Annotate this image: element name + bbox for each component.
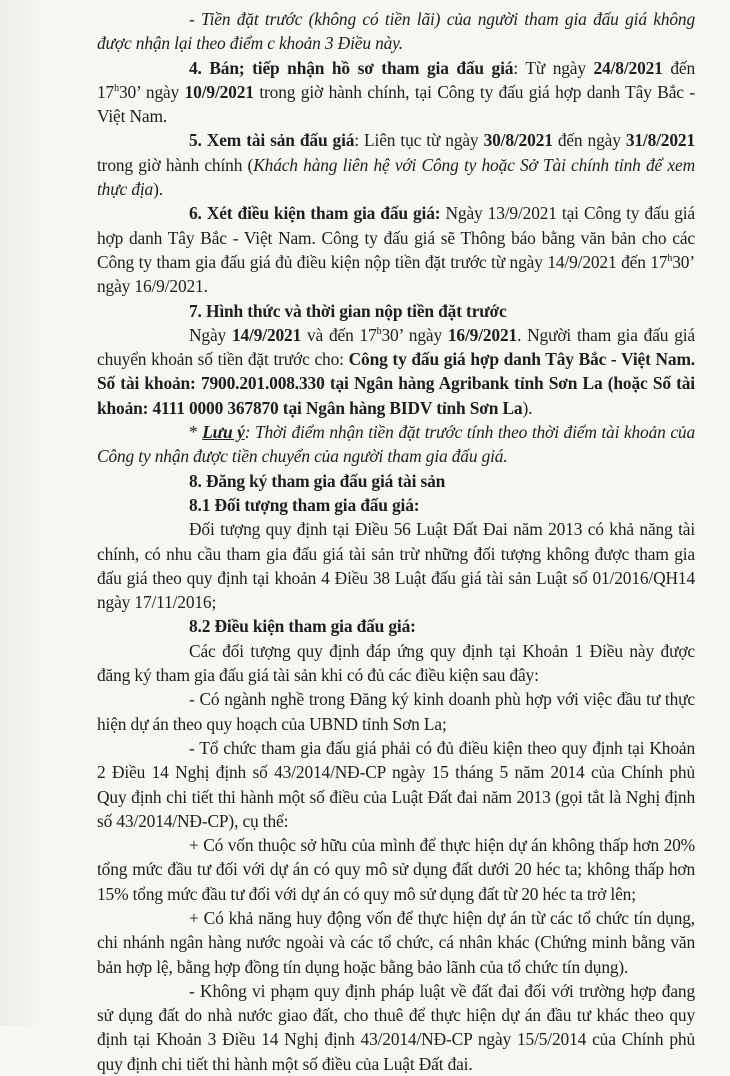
- paragraph: [97, 906, 695, 979]
- text-run: - Tổ chức tham gia đấu giá phải có đủ điều kiện theo quy định tại Khoản 2 Điều 14 Nghị định số 43/2014/NĐ-CP ngày 15 tháng 5 năm 2014 của Chính phủ Quy định chi tiết thi hành một số điều của Luật Đất đai năm 2013 (gọi tắt là Nghị định số 43/2014/NĐ-CP), cụ thể:: [97, 737, 695, 831]
- text-run: 10/9/2021: [184, 81, 254, 102]
- text-run: ).: [153, 179, 163, 200]
- text-run: Các đối tượng quy định đáp ứng quy định tại Khoản 1 Điều này được đăng ký tham gia đấu giá tài sản khi có đủ các điều kiện sau đây:: [97, 640, 695, 686]
- paragraph: [97, 7, 695, 56]
- paragraph: [97, 201, 695, 298]
- text-run: 16/9/2021: [447, 324, 518, 345]
- text-run: + Có khả năng huy động vốn để thực hiện dự án từ các tổ chức tín dụng, chi nhánh ngân hàng nước ngoài và các tổ chức, cá nhân khác (Chứng minh bằng văn bản hợp lệ, bằng hợp đồng tín dụng hoặc bằng bảo lãnh của tổ chức tín dụng).: [97, 907, 695, 977]
- paragraph: [97, 469, 695, 493]
- text-run: Khách hàng liên hệ với Công ty hoặc Sở Tài chính tỉnh để xem thực địa: [97, 154, 695, 200]
- text-run: 8. Đăng ký tham gia đấu giá tài sản: [189, 470, 446, 491]
- superscript-text: h: [376, 326, 382, 338]
- text-run: + Có vốn thuộc sở hữu của mình để thực hiện dự án không thấp hơn 20% tổng mức đầu tư đối với dự án có quy mô sử dụng đất dưới 20 héc ta; không thấp hơn 15% tổng mức đầu tư đối với dự án có quy mô sử dụng đất từ 20 héc ta trở lên;: [97, 835, 695, 904]
- text-run: 30’ ngày 16/9/2021.: [97, 251, 695, 297]
- paragraph: [97, 639, 695, 688]
- superscript-text: h: [667, 253, 673, 265]
- text-run: 5. Xem tài sản đấu giá: [189, 130, 355, 151]
- text-run: *: [189, 422, 203, 443]
- paragraph: [97, 128, 695, 201]
- text-run: 14/9/2021: [231, 324, 302, 345]
- text-run: - Tiền đặt trước (không có tiền lãi) của người tham gia đấu giá không được nhận lại theo điểm c khoản 3 Điều này.: [97, 9, 695, 54]
- text-run: ).: [522, 397, 533, 418]
- text-run: Ngày 13/9/2021 tại Công ty đấu giá hợp danh Tây Bắc - Việt Nam. Công ty đấu giá sẽ Thông báo bằng văn bản cho các Công ty tham gia đấu giá đủ điều kiện nộp tiền đặt trước từ ngày 14/9/2021 đến 17: [97, 203, 695, 272]
- text-run: - Có ngành nghề trong Đăng ký kinh doanh phù hợp với việc đầu tư thực hiện dự án theo quy hoạch của UBND tỉnh Sơn La;: [97, 689, 695, 734]
- paragraph: [97, 833, 695, 906]
- text-run: 30’ ngày: [381, 324, 448, 345]
- text-run: 7. Hình thức và thời gian nộp tiền đặt trước: [189, 300, 507, 321]
- paragraph: [97, 614, 695, 638]
- text-run: - Không vi phạm quy định pháp luật về đất đai đối với trường hợp đang sử dụng đất do nhà nước giao đất, cho thuê để thực hiện dự án đầu tư khác theo quy định tại Khoản 3 Điều 14 Nghị định 43/2014/NĐ-CP ngày 15/5/2014 của Chính phủ quy định chi tiết thi hành một số điều của Luật Đất đai.: [97, 980, 695, 1074]
- text-run: 30/8/2021: [483, 130, 553, 151]
- superscript-text: h: [114, 83, 119, 95]
- text-run: đến ngày: [552, 130, 626, 151]
- text-run: 30’ ngày: [118, 81, 185, 102]
- scan-edge-shadow: [0, 0, 40, 1026]
- paragraph: [97, 420, 695, 469]
- text-run: trong giờ hành chính, tại Công ty đấu giá hợp danh Tây Bắc - Việt Nam.: [97, 81, 695, 127]
- text-run: 6. Xét điều kiện tham gia đấu giá:: [189, 203, 441, 224]
- text-run: 24/8/2021: [593, 57, 663, 78]
- text-run: 31/8/2021: [625, 130, 695, 151]
- paragraph: [97, 493, 695, 517]
- text-run: 8.1 Đối tượng tham gia đấu giá:: [189, 494, 420, 515]
- paragraph: [97, 517, 695, 614]
- text-run: Ngày: [189, 324, 232, 345]
- text-run: . Người tham gia đấu giá chuyển khoản số tiền đặt trước cho:: [97, 324, 695, 370]
- document-page: [97, 7, 695, 1076]
- text-run: và đến 17: [301, 324, 377, 345]
- paragraph: [97, 299, 695, 323]
- paragraph: [97, 979, 695, 1076]
- text-run: 4. Bán; tiếp nhận hồ sơ tham gia đấu giá: [189, 57, 514, 78]
- paragraph: [97, 736, 695, 833]
- text-run: Công ty đấu giá hợp danh Tây Bắc - Việt Nam. Số tài khoản: 7900.201.008.330 tại Ngân hàng Agribank tỉnh Sơn La (hoặc Số tài khoản: 4111 0000 367870 tại Ngân hàng BIDV tỉnh Sơn La: [97, 349, 695, 418]
- text-run: trong giờ hành chính (: [97, 154, 254, 175]
- paragraph: [97, 56, 695, 129]
- text-run: : Liên tục từ ngày: [354, 130, 484, 151]
- paragraph: [97, 687, 695, 736]
- text-run: : Thời điểm nhận tiền đặt trước tính theo thời điểm tài khoản của Công ty nhận được tiền chuyển của người tham gia đấu giá.: [97, 422, 695, 467]
- text-run: : Từ ngày: [513, 57, 594, 78]
- paragraph: [97, 323, 695, 420]
- text-run: Đối tượng quy định tại Điều 56 Luật Đất Đai năm 2013 có khả năng tài chính, có nhu cầu tham gia đấu giá tài sản trừ những đối tượng không được tham gia đấu giá theo quy định tại khoản 4 Điều 38 Luật đấu giá tài sản Luật số 01/2016/QH14 ngày 17/11/2016;: [97, 519, 695, 613]
- text-run: 8.2 Điều kiện tham gia đấu giá:: [189, 616, 416, 637]
- text-run: đến 17: [97, 57, 695, 102]
- text-run: Lưu ý: [202, 422, 245, 443]
